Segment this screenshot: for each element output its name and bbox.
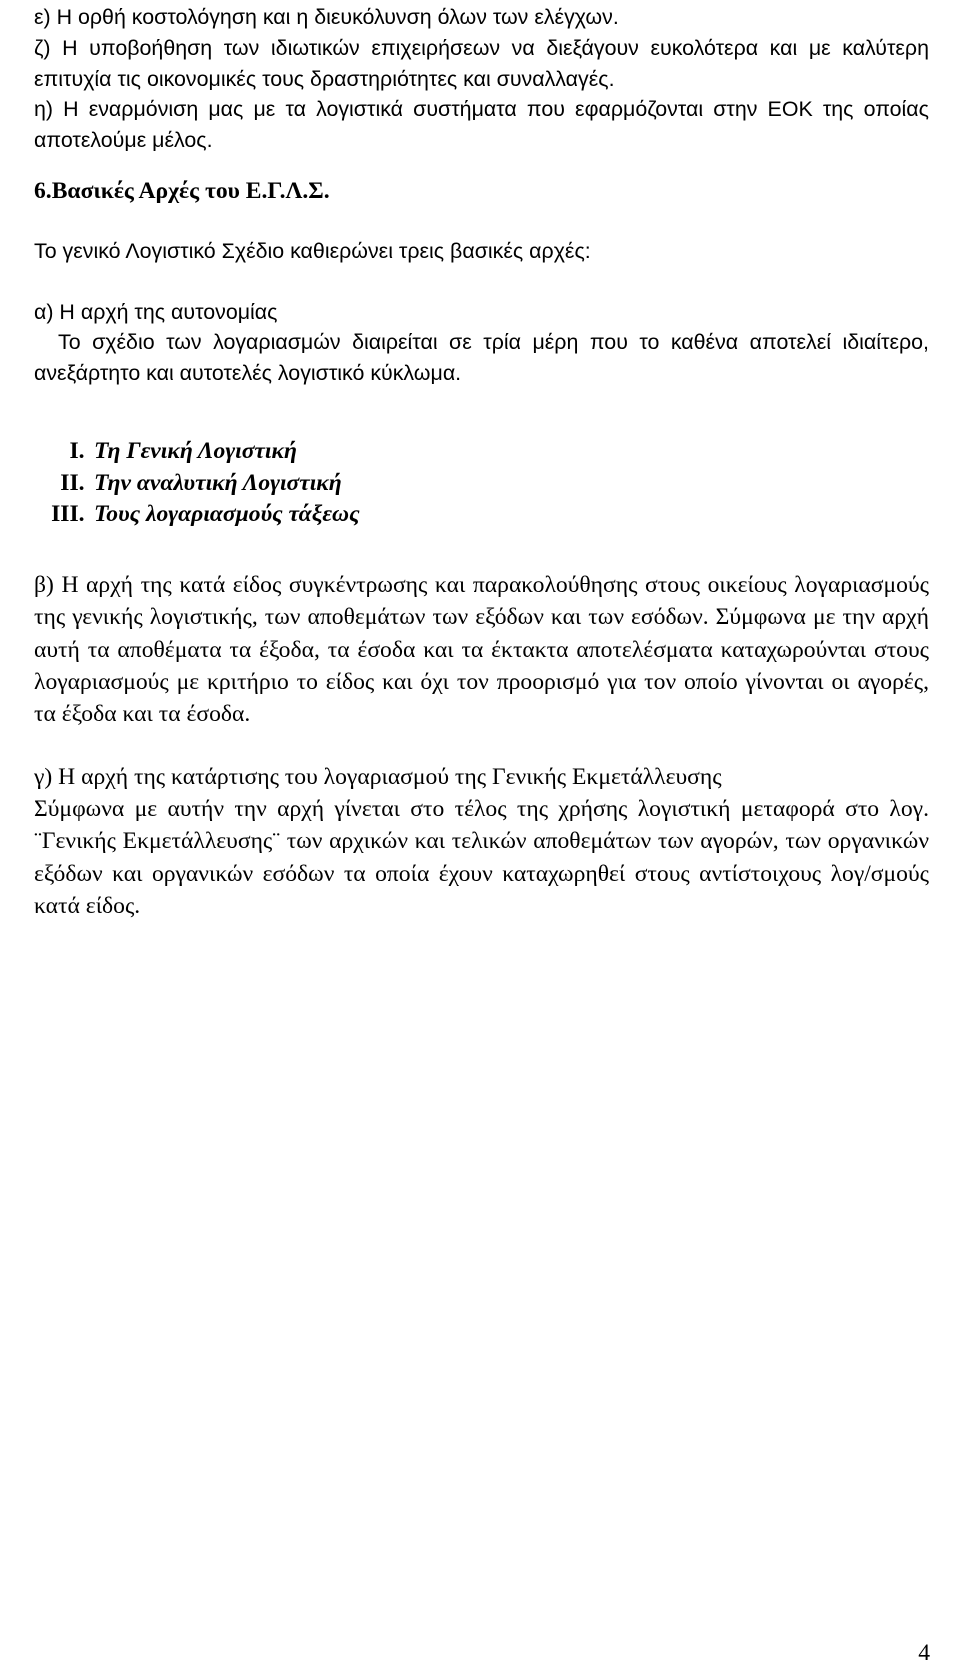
list-item-number: I.	[69, 438, 85, 464]
intro-item-z: ζ) Η υποβοήθηση των ιδιωτικών επιχειρήσεων να διεξάγουν ευκολότερα και με καλύτερη επιτυχία τις οικονομικές τους δραστηριότητες και συναλλαγές.	[34, 36, 929, 91]
principle-c-text: Σύμφωνα με αυτήν την αρχή γίνεται στο τέλος της χρήσης λογιστική μεταφορά στο λογ. ¨Γενικής Εκμετάλλευσης¨ των αρχικών και τελικών αποθεμάτων των αγορών, των οργανικών εξόδων και οργανικών εσόδων τα οποία έχουν καταχωρηθεί στους αντίστοιχους λογ/σμούς κατά είδος.	[34, 796, 929, 919]
list-item-text: Τη Γενική Λογιστική	[94, 438, 297, 464]
page-number: 4	[918, 1640, 930, 1666]
section-heading: 6.Βασικές Αρχές του Ε.Γ.Λ.Σ.	[34, 178, 330, 204]
list-item-text: Τους λογαριασμούς τάξεως	[94, 501, 360, 527]
intro-item-e: ε) Η ορθή κοστολόγηση και η διευκόλυνση όλων των ελέγχων.	[34, 5, 619, 29]
principle-b-paragraph: β) Η αρχή της κατά είδος συγκέντρωσης και παρακολούθησης στους οικείους λογαριασμούς της γενικής λογιστικής, των αποθεμάτων των εξόδων και των εσόδων. Σύμφωνα με την αρχή αυτή τα αποθέματα τα έξοδα, τα έσοδα και τα έκτακτα αποτελέσματα καταχωρούνται στους λογαριασμούς με κριτήριο το είδος και όχι τον προορισμό για τον οποίο γίνονται οι αγορές, τα έξοδα και τα έσοδα.	[34, 572, 929, 728]
list-item	[34, 468, 929, 500]
intro-item-h: η) Η εναρμόνιση μας με τα λογιστικά συστήματα που εφαρμόζονται στην ΕΟΚ της οποίας αποτελούμε μέλος.	[34, 97, 929, 152]
list-item-number: III.	[51, 501, 85, 527]
principle-a-text: Το σχέδιο των λογαριασμών διαιρείται σε τρία μέρη που το καθένα αποτελεί ιδιαίτερο, ανεξάρτητο και αυτοτελές λογιστικό κύκλωμα.	[34, 330, 929, 385]
list-item-number: II.	[60, 469, 85, 496]
principle-a-title: α) Η αρχή της αυτονομίας	[34, 300, 278, 324]
principle-c-title: γ) Η αρχή της κατάρτισης του λογαριασμού της Γενικής Εκμετάλλευσης	[34, 764, 722, 790]
list-item-text: Την αναλυτική Λογιστική	[94, 469, 342, 496]
account-parts-list	[34, 436, 929, 531]
section-intro: Το γενικό Λογιστικό Σχέδιο καθιερώνει τρεις βασικές αρχές:	[34, 239, 591, 263]
list-item	[34, 499, 929, 531]
list-item	[34, 436, 929, 468]
